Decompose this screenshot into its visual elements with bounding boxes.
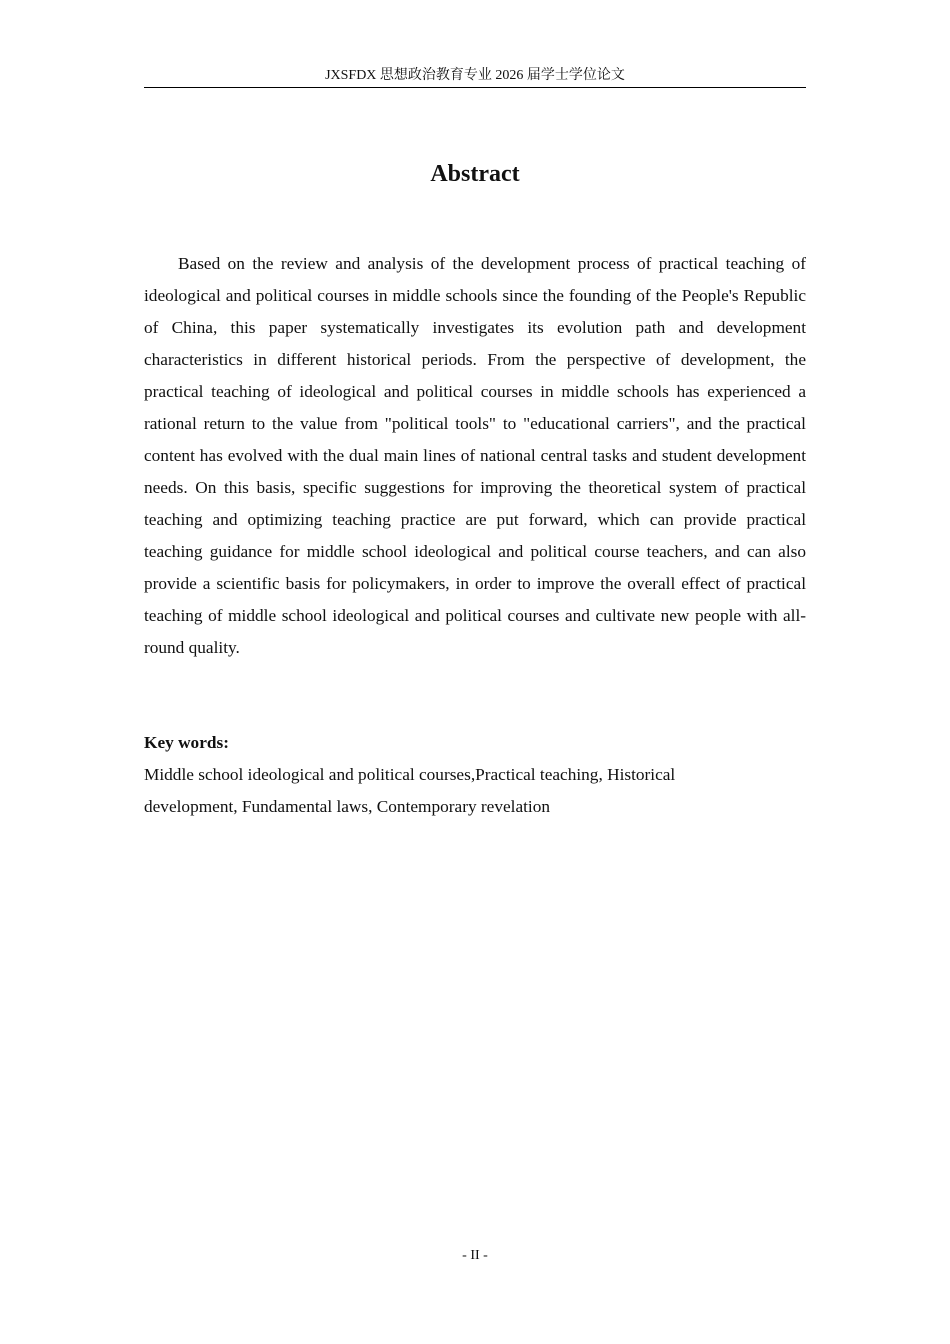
abstract-body: Based on the review and analysis of the development process of practical teaching of ideological and political courses in middle schools since the founding of the People's Republic of China, this paper systematically investigates its evolution path and development characteristics in different historical periods. From the perspective of development, the practical teaching of ideological and political courses in middle schools has experienced a rational return to the value from "political tools" to "educational carriers", and the practical content has evolved with the dual main lines of national central tasks and student development needs. On this basis, specific suggestions for improving the theoretical system of practical teaching and optimizing teaching practice are put forward, which can provide practical teaching guidance for middle school ideological and political course teachers, and can also provide a scientific basis for policymakers, in order to improve the overall effect of practical teaching of middle school ideological and political courses and cultivate new people with all-round quality. (144, 254, 806, 657)
keywords-heading: Key words: (144, 733, 229, 752)
abstract-title: Abstract (430, 161, 520, 187)
running-header: JXSFDX 思想政治教育专业 2026 届学士学位论文 (325, 68, 625, 83)
page-number: - II - (462, 1248, 488, 1263)
keywords-list: Middle school ideological and political courses,Practical teaching, Historical development, Fundamental laws, Contemporary revelation (144, 765, 676, 816)
header-divider (144, 87, 806, 88)
